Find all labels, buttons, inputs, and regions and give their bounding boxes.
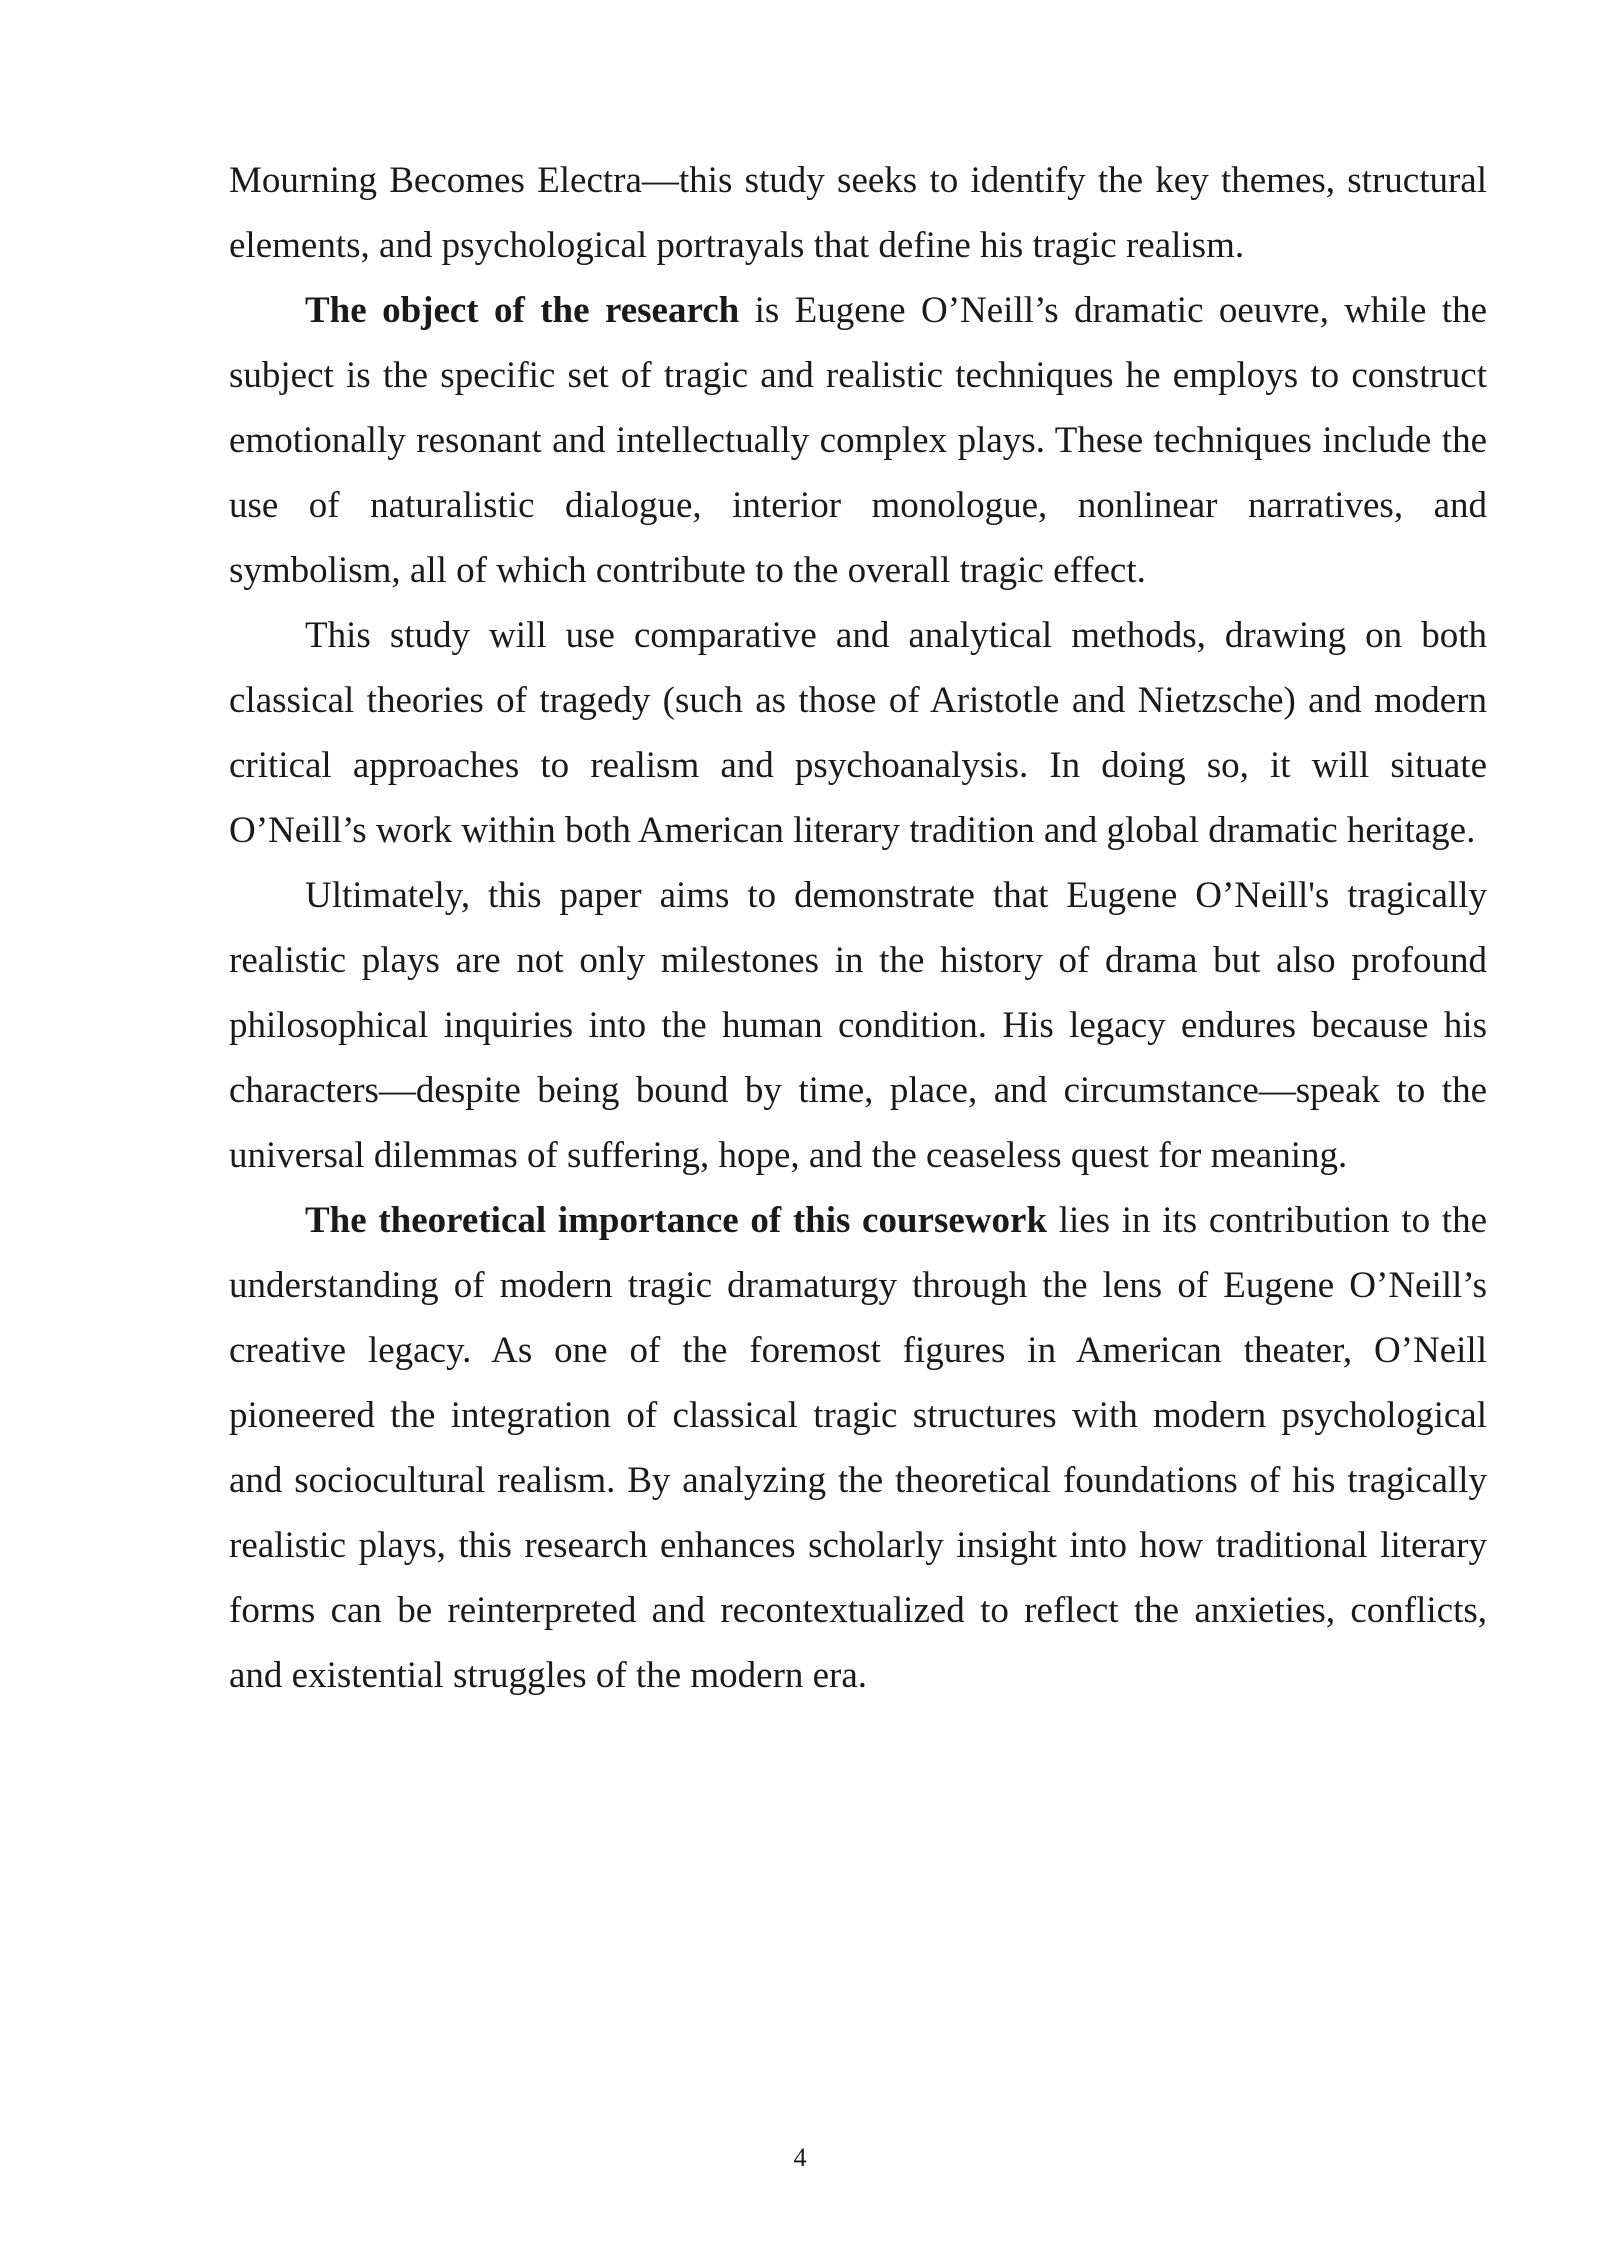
paragraph-text: lies in its contribution to the understanding of modern tragic dramaturgy through the lens of Eugene O’Neill’s creative legacy. As one of the foremost figures in American theater, O’Neill pioneered the integration of classical tragic structures with modern psychological and sociocultural realism. By analyzing the theoretical foundations of his tragically realistic plays, this research enhances scholarly insight into how traditional literary forms can be reinterpreted and recontextualized to reflect the anxieties, conflicts, and existential struggles of the modern era. — [229, 1200, 1488, 1696]
paragraph-text: Ultimately, this paper aims to demonstrate that Eugene O’Neill's tragically realistic plays are not only milestones in the history of drama but also profound philosophical inquiries into the human condition. His legacy endures because his characters—despite being bound by time, place, and circumstance—speak to the universal dilemmas of suffering, hope, and the ceaseless quest for meaning. — [229, 875, 1487, 1176]
paragraph-bold-lead: The theoretical importance of this coursework — [305, 1200, 1048, 1241]
paragraph-methods — [229, 603, 1487, 863]
paragraph-aim — [229, 863, 1487, 1188]
paragraph-text: This study will use comparative and analytical methods, drawing on both classical theories of tragedy (such as those of Aristotle and Nietzsche) and modern critical approaches to realism and psychoanalysis. In doing so, it will situate O’Neill’s work within both American literary tradition and global dramatic heritage. — [229, 615, 1487, 851]
paragraph-research-object — [229, 278, 1487, 603]
page-number: 4 — [793, 2143, 807, 2172]
paragraph-continuation — [229, 148, 1487, 278]
paragraph-theoretical-importance — [229, 1188, 1487, 1708]
paragraph-bold-lead: The object of the research — [305, 290, 740, 331]
body-text — [229, 148, 1487, 1708]
paragraph-text: Mourning Becomes Electra—this study seeks to identify the key themes, structural elements, and psychological portrayals that define his tragic realism. — [229, 160, 1487, 266]
paragraph-text: is Eugene O’Neill’s dramatic oeuvre, while the subject is the specific set of tragic and realistic techniques he employs to construct emotionally resonant and intellectually complex plays. These techniques include the use of naturalistic dialogue, interior monologue, nonlinear narratives, and symbolism, all of which contribute to the overall tragic effect. — [229, 290, 1488, 591]
